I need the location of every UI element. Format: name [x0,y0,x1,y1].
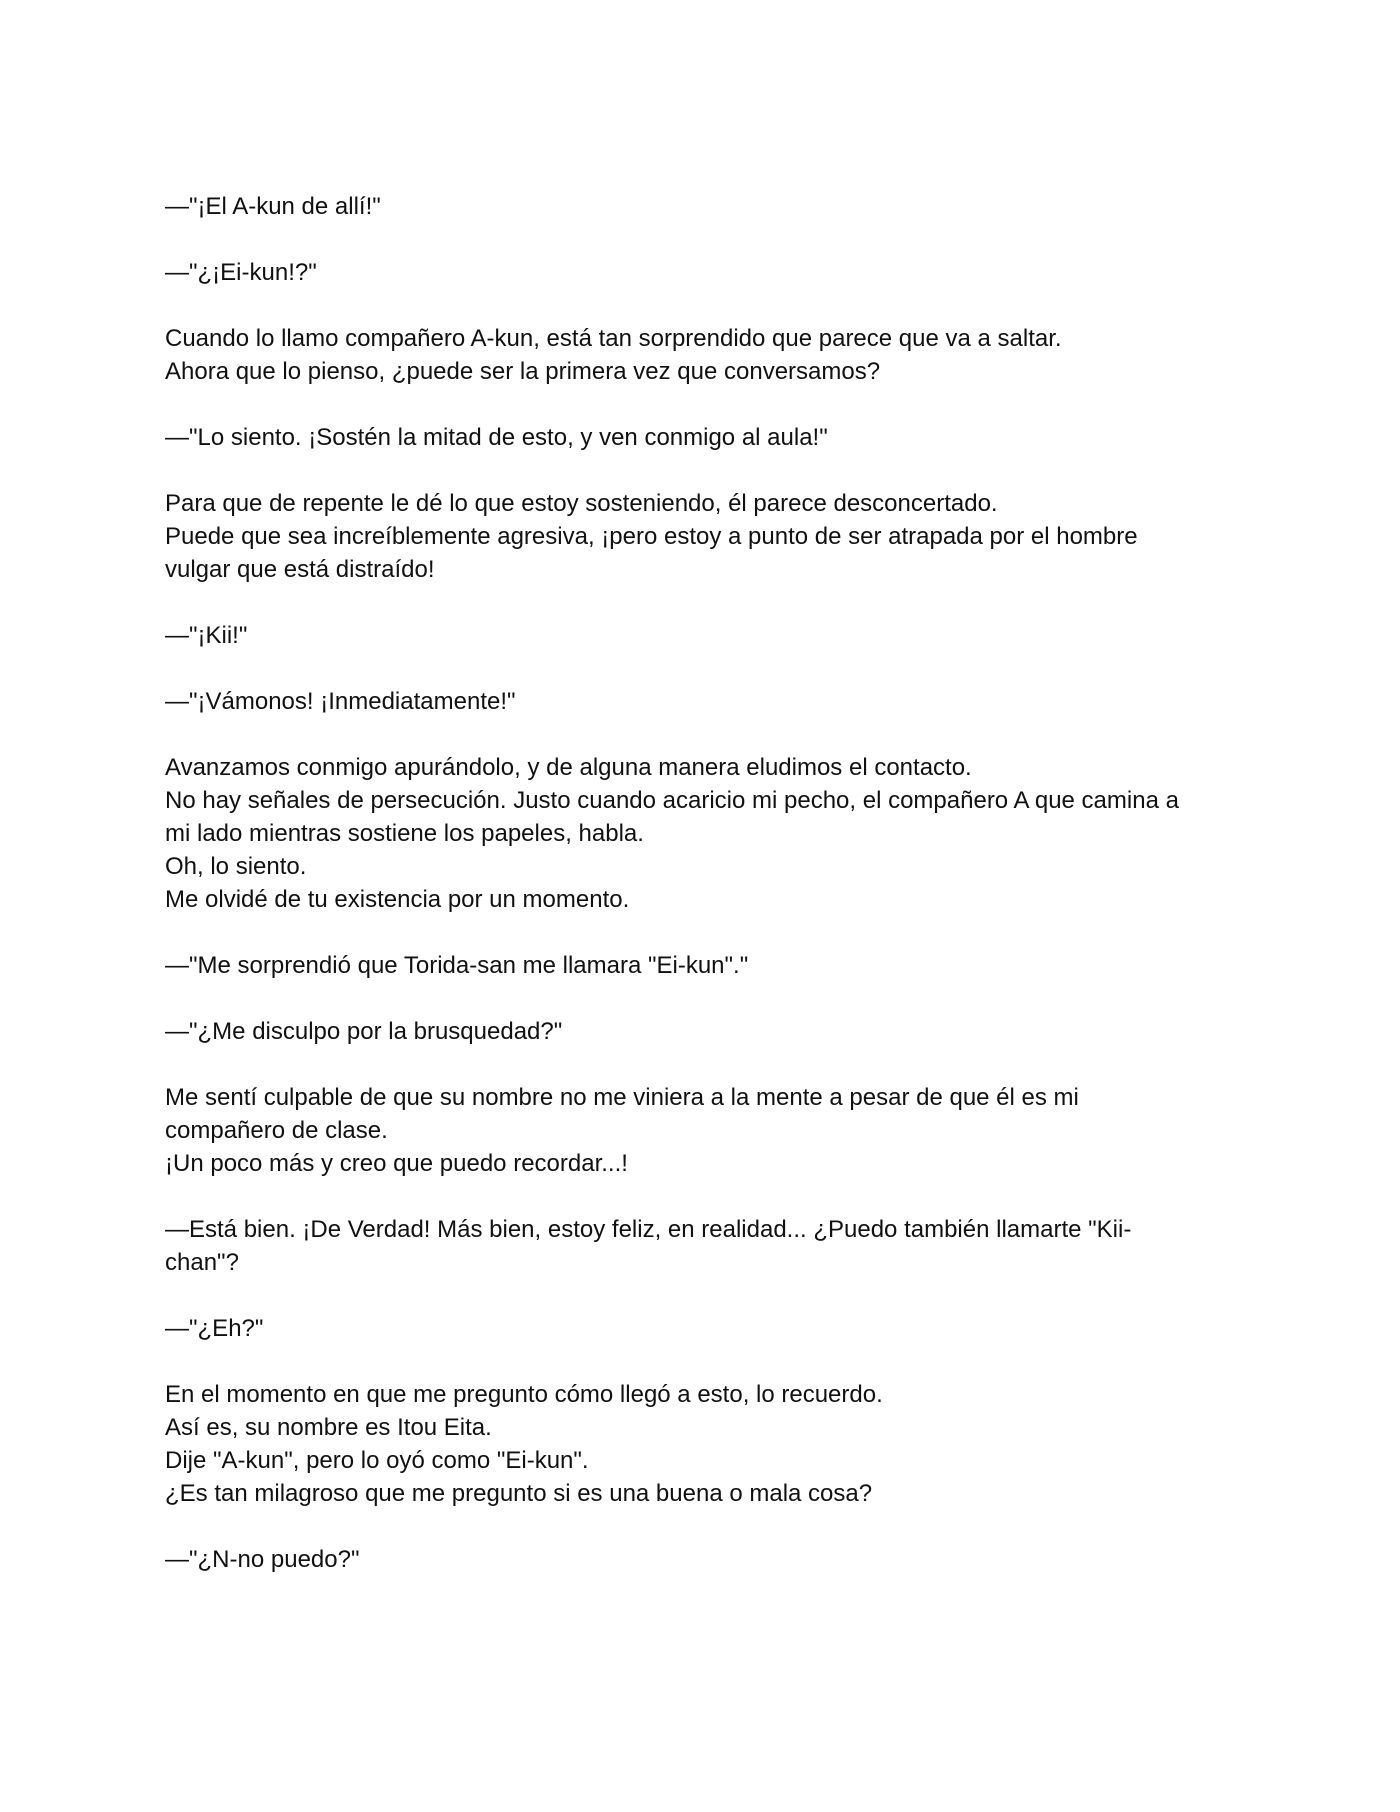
paragraph [165,1543,1245,1576]
paragraph [165,949,1245,982]
text-line: —"¿Eh?" [165,1315,264,1342]
text-line: —"¡Kii!" [165,622,248,649]
paragraph [165,1081,1245,1180]
paragraph [165,619,1245,652]
text-line: Me sentí culpable de que su nombre no me viniera a la mente a pesar de que él es mi [165,1084,1079,1111]
text-line: —"¡Vámonos! ¡Inmediatamente!" [165,688,516,715]
paragraph [165,256,1245,289]
text-line: Me olvidé de tu existencia por un momento. [165,886,630,913]
text-line: —"¡El A-kun de allí!" [165,193,381,220]
text-line: —"Me sorprendió que Torida-san me llamara "Ei-kun"." [165,952,749,979]
text-line: Ahora que lo pienso, ¿puede ser la primera vez que conversamos? [165,358,881,385]
text-line: Así es, su nombre es Itou Eita. [165,1414,492,1441]
paragraph [165,685,1245,718]
paragraph [165,1015,1245,1048]
text-line: Puede que sea increíblemente agresiva, ¡pero estoy a punto de ser atrapada por el hombre [165,523,1138,550]
paragraph [165,190,1245,223]
text-line: Oh, lo siento. [165,853,307,880]
text-line: Cuando lo llamo compañero A-kun, está tan sorprendido que parece que va a saltar. [165,325,1062,352]
text-line: Avanzamos conmigo apurándolo, y de alguna manera eludimos el contacto. [165,754,972,781]
text-line: —"¿¡Ei-kun!?" [165,259,317,286]
text-line: Dije "A-kun", pero lo oyó como "Ei-kun". [165,1447,589,1474]
text-line: compañero de clase. [165,1117,388,1144]
text-line: chan"? [165,1249,239,1276]
document-text [165,190,1245,1609]
paragraph [165,322,1245,388]
paragraph [165,1312,1245,1345]
text-line: En el momento en que me pregunto cómo llegó a esto, lo recuerdo. [165,1381,883,1408]
paragraph [165,751,1245,916]
paragraph [165,1378,1245,1510]
text-line: ¡Un poco más y creo que puedo recordar...! [165,1150,628,1177]
text-line: —"¿Me disculpo por la brusquedad?" [165,1018,563,1045]
text-line: Para que de repente le dé lo que estoy sosteniendo, él parece desconcertado. [165,490,998,517]
text-line: vulgar que está distraído! [165,556,435,583]
paragraph [165,421,1245,454]
text-line: —"Lo siento. ¡Sostén la mitad de esto, y ven conmigo al aula!" [165,424,828,451]
paragraph [165,487,1245,586]
text-line: mi lado mientras sostiene los papeles, habla. [165,820,644,847]
text-line: —"¿N-no puedo?" [165,1546,360,1573]
text-line: ¿Es tan milagroso que me pregunto si es una buena o mala cosa? [165,1480,873,1507]
paragraph [165,1213,1245,1279]
text-line: —Está bien. ¡De Verdad! Más bien, estoy feliz, en realidad... ¿Puedo también llamarte "Kii- [165,1216,1132,1243]
text-line: No hay señales de persecución. Justo cuando acaricio mi pecho, el compañero A que camina a [165,787,1179,814]
